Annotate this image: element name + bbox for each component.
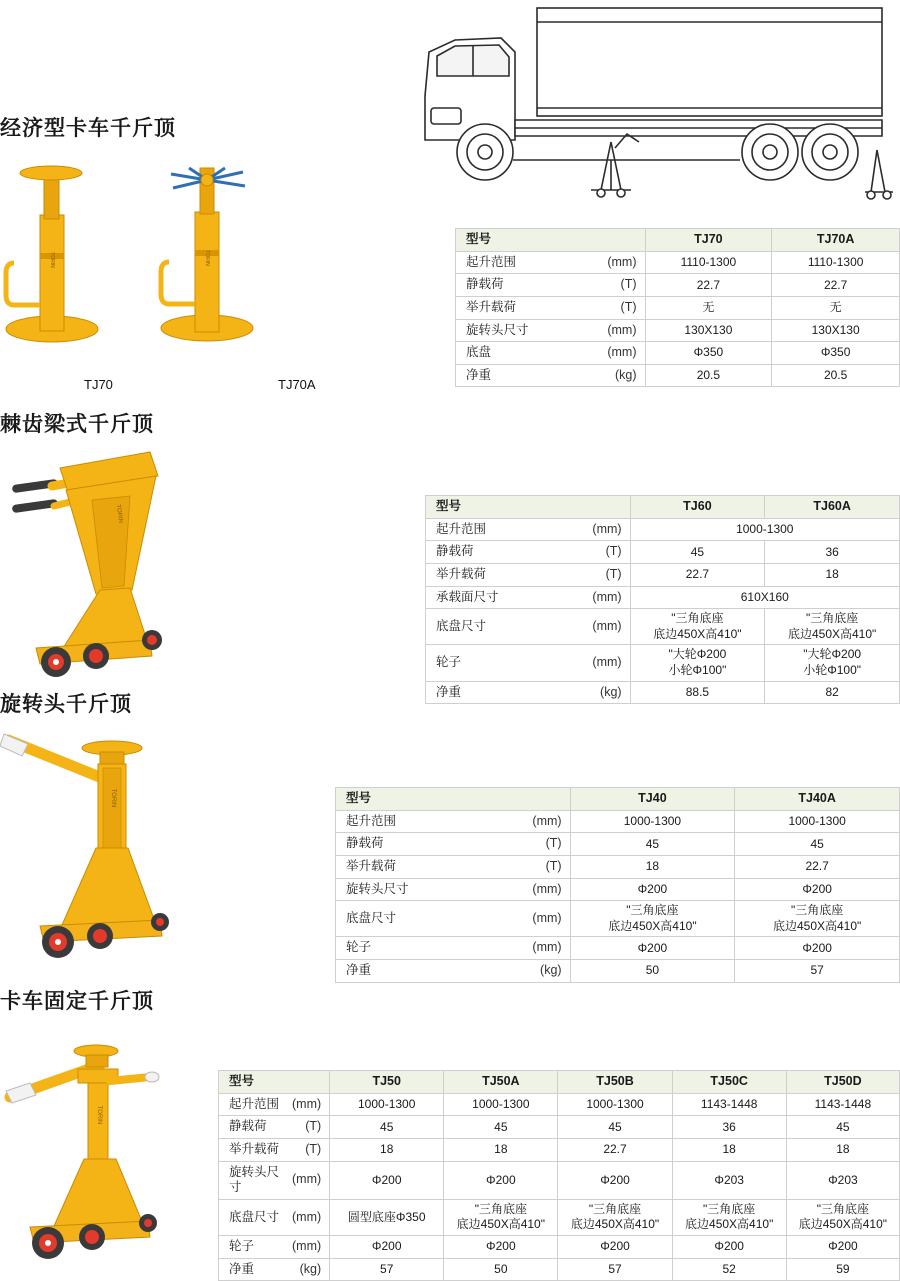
col-unit	[575, 229, 645, 252]
table-row: 举升载荷 (T) 22.7 18	[426, 563, 900, 586]
col-tj50b: TJ50B	[558, 1071, 672, 1094]
table-row: 举升载荷 (T) 无 无	[456, 296, 900, 319]
table-row: 旋转头尺寸 (mm) Φ200 Φ200	[336, 878, 900, 901]
col-tj40a: TJ40A	[735, 788, 900, 811]
table-row: 起升范围 (mm) 1000-1300 1000-1300 1000-1300 1143-1448 1143-1448	[219, 1093, 900, 1116]
table-row: 底盘尺寸 (mm) 圆型底座Φ350 "三角底座 底边450X高410" "三角底座 底边450X高410" "三角底座 底边450X高410" "三角底座 底边450X高410"	[219, 1199, 900, 1235]
svg-text:TORIN: TORIN	[49, 252, 55, 268]
col-tj60: TJ60	[630, 496, 765, 519]
col-unit	[555, 496, 630, 519]
svg-text:TORIN: TORIN	[110, 788, 116, 808]
svg-text:TORIN: TORIN	[204, 250, 210, 266]
product-image-tj50	[0, 1025, 200, 1268]
table-row: 承载面尺寸 (mm) 610X160	[426, 586, 900, 609]
col-tj60a: TJ60A	[765, 496, 900, 519]
table-row: 起升范围 (mm) 1000-1300	[426, 518, 900, 541]
table-row: 底盘尺寸 (mm) "三角底座 底边450X高410" "三角底座 底边450X高410"	[426, 609, 900, 645]
table-row: 起升范围 (mm) 1000-1300 1000-1300	[336, 810, 900, 833]
spec-table-tj40	[335, 787, 900, 983]
table-header-row	[219, 1071, 900, 1094]
col-model: 型号	[426, 496, 556, 519]
table-row: 起升范围 (mm) 1110-1300 1110-1300	[456, 251, 900, 274]
product-image-tj70a	[155, 150, 285, 390]
caption-tj70: TJ70	[84, 377, 113, 392]
table-row: 旋转头尺寸 (mm) Φ200 Φ200 Φ200 Φ203 Φ203	[219, 1161, 900, 1199]
table-row: 净重 (kg) 50 57	[336, 959, 900, 982]
table-row: 净重 (kg) 20.5 20.5	[456, 364, 900, 387]
spec-table-tj70	[455, 228, 900, 387]
col-model: 型号	[456, 229, 576, 252]
table-row: 举升载荷 (T) 18 18 22.7 18 18	[219, 1138, 900, 1161]
table-row: 静载荷 (T) 22.7 22.7	[456, 274, 900, 297]
table-row: 轮子 (mm) Φ200 Φ200	[336, 937, 900, 960]
table-row: 静载荷 (T) 45 45	[336, 833, 900, 856]
table-header-row	[456, 229, 900, 252]
col-tj50: TJ50	[330, 1071, 444, 1094]
truck-illustration	[415, 0, 900, 210]
table-row: 举升载荷 (T) 18 22.7	[336, 855, 900, 878]
table-header-row	[426, 496, 900, 519]
table-row: 旋转头尺寸 (mm) 130X130 130X130	[456, 319, 900, 342]
col-tj40: TJ40	[570, 788, 735, 811]
spec-table-tj60	[425, 495, 900, 704]
table-row: 轮子 (mm) "大轮Φ200 小轮Φ100" "大轮Φ200 小轮Φ100"	[426, 645, 900, 681]
table-row: 轮子 (mm) Φ200 Φ200 Φ200 Φ200 Φ200	[219, 1235, 900, 1258]
col-unit	[286, 1071, 330, 1094]
section-title-3: 旋转头千斤顶	[0, 693, 132, 716]
svg-text:TORIN: TORIN	[96, 1105, 102, 1125]
table-row: 净重 (kg) 57 50 57 52 59	[219, 1258, 900, 1281]
caption-tj70a: TJ70A	[278, 377, 316, 392]
product-image-tj40	[0, 720, 200, 970]
col-model: 型号	[336, 788, 486, 811]
col-tj70a: TJ70A	[772, 229, 900, 252]
product-image-tj70	[0, 155, 120, 390]
spec-table-tj50	[218, 1070, 900, 1281]
table-row: 底盘 (mm) Φ350 Φ350	[456, 342, 900, 365]
col-unit	[485, 788, 570, 811]
col-model: 型号	[219, 1071, 287, 1094]
product-image-tj60	[0, 440, 210, 680]
table-row: 净重 (kg) 88.5 82	[426, 681, 900, 704]
col-tj70: TJ70	[645, 229, 772, 252]
section-title-1: 经济型卡车千斤顶	[0, 117, 176, 140]
table-row: 静载荷 (T) 45 36	[426, 541, 900, 564]
col-tj50a: TJ50A	[444, 1071, 558, 1094]
table-header-row	[336, 788, 900, 811]
section-title-4: 卡车固定千斤顶	[0, 990, 154, 1013]
section-title-2: 棘齿梁式千斤顶	[0, 413, 154, 436]
col-tj50c: TJ50C	[672, 1071, 786, 1094]
table-row: 静载荷 (T) 45 45 45 36 45	[219, 1116, 900, 1139]
table-row: 底盘尺寸 (mm) "三角底座 底边450X高410" "三角底座 底边450X高410"	[336, 901, 900, 937]
col-tj50d: TJ50D	[786, 1071, 899, 1094]
svg-text:TORIN: TORIN	[114, 504, 124, 524]
